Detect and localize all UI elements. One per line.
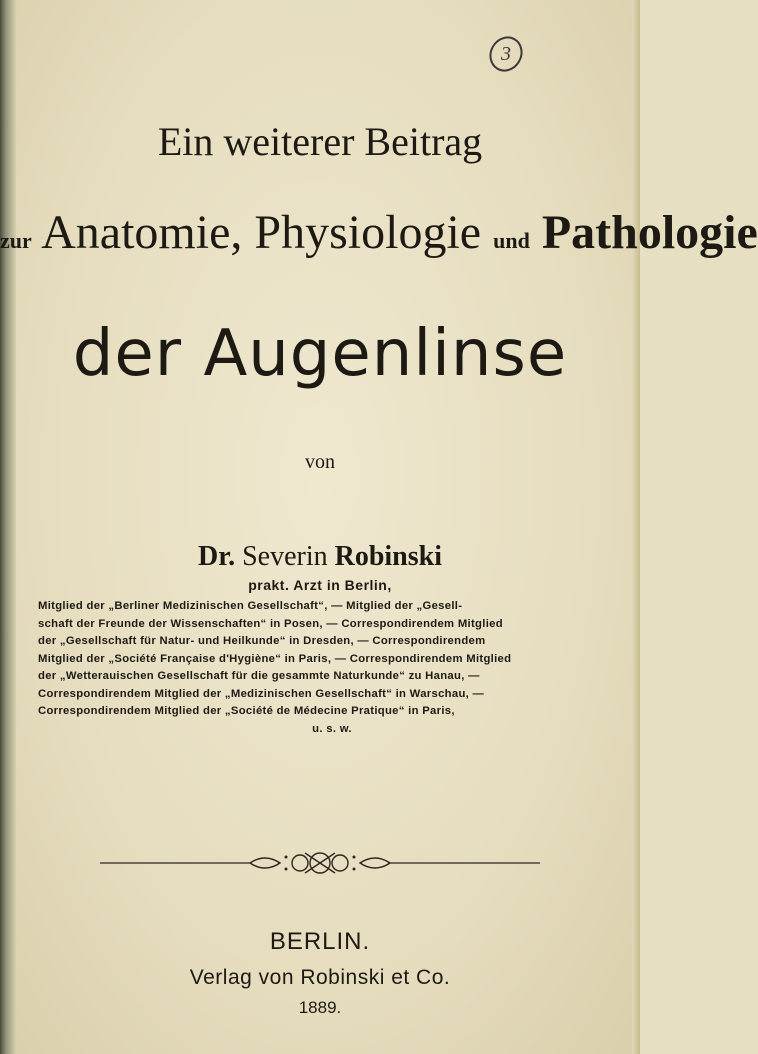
von-label: von	[305, 451, 335, 473]
ornamental-divider	[100, 848, 540, 878]
library-stamp	[486, 34, 526, 74]
membership-line: der „Wetterauischen Gesellschaft für die gesammte Naturkunde“ zu Hanau, —	[38, 670, 480, 682]
membership-line: Mitglied der „Berliner Medizinischen Gesellschaft“, — Mitglied der „Gesell-	[38, 600, 463, 612]
title-line-1: Ein weiterer Beitrag	[157, 119, 483, 164]
imprint-publisher: Verlag von Robinski et Co.	[189, 966, 451, 989]
author-name	[0, 540, 640, 574]
membership-line: der „Gesellschaft für Natur- und Heilkunde“ in Dresden, — Correspondirendem	[38, 635, 486, 647]
membership-line: schaft der Freunde der Wissenschaften“ in Posen, — Correspondirendem Mitglied	[38, 617, 503, 630]
imprint-city: BERLIN.	[269, 928, 371, 955]
title-line-2	[0, 204, 758, 270]
title-pathologie: Pathologie	[541, 206, 758, 259]
title-und: und	[493, 228, 530, 253]
stamp-number: 3	[501, 43, 511, 65]
membership-line: Mitglied der „Société Française d'Hygiène“ in Paris, — Correspondirendem Mitglied	[38, 652, 512, 665]
membership-line: Correspondirendem Mitglied der „Medizinischen Gesellschaft“ in Warschau, —	[38, 687, 485, 700]
author-position: prakt. Arzt in Berlin,	[248, 577, 392, 593]
title-augenlinse: der Augenlinse	[72, 317, 568, 391]
author-title: Dr.	[197, 541, 236, 572]
title-zur: zur	[0, 228, 32, 253]
membership-line: u. s. w.	[312, 722, 352, 735]
author-last-name: Robinski	[334, 541, 442, 572]
title-anatomie-physiologie: Anatomie, Physiologie	[41, 206, 482, 259]
membership-line: Correspondirendem Mitglied der „Société de Médecine Pratique“ in Paris,	[38, 705, 455, 717]
imprint-year: 1889.	[298, 998, 342, 1017]
author-first-name: Severin	[242, 541, 328, 572]
memberships-block	[38, 598, 626, 738]
